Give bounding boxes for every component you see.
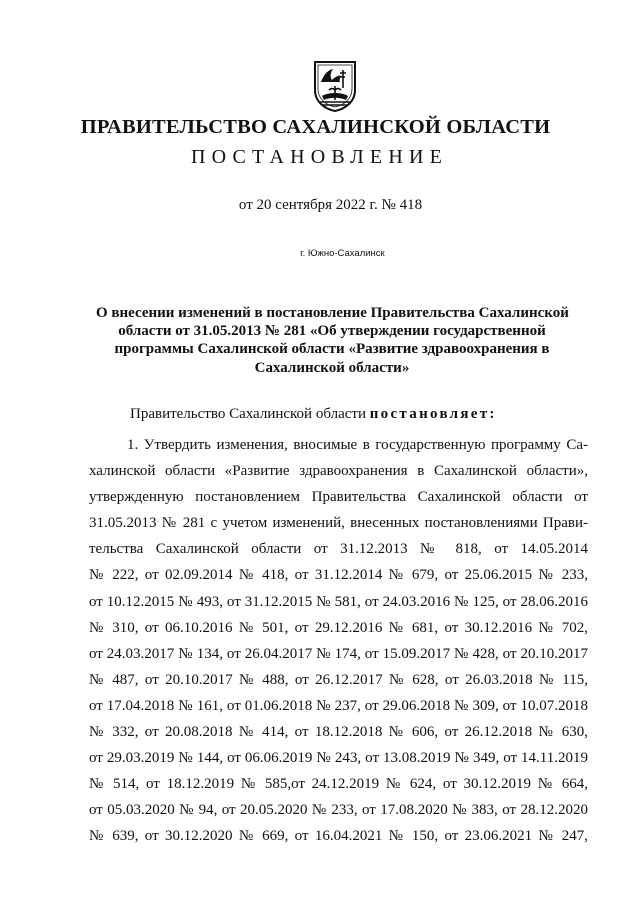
- body-line: от 17.04.2018 № 161, от 01.06.2018 № 237, от 29.06.2018 № 309, от 10.07.2018: [89, 697, 588, 714]
- body-line: тельства Сахалинской области от 31.12.2013 № 818, от 14.05.2014: [89, 541, 588, 558]
- body-line: халинской области «Развитие здравоохранения в Сахалинской области»,: [89, 463, 588, 480]
- decree-verb: постановляет:: [369, 406, 497, 422]
- body-line: № 222, от 02.09.2014 № 418, от 31.12.2014 № 679, от 25.06.2015 № 233,: [89, 567, 588, 584]
- subject-line: Сахалинской области»: [254, 359, 410, 376]
- document-subject: [96, 304, 568, 377]
- subject-line: области от 31.05.2013 № 281 «Об утверждении государственной: [118, 323, 546, 340]
- body-line: № 639, от 30.12.2020 № 669, от 16.04.2021 № 150, от 23.06.2021 № 247,: [89, 828, 588, 845]
- organization-title: ПРАВИТЕЛЬСТВО САХАЛИНСКОЙ ОБЛАСТИ: [80, 116, 551, 138]
- body-line: 1. Утвердить изменения, вносимые в государственную программу Са-: [127, 437, 588, 453]
- body-line: № 332, от 20.08.2018 № 414, от 18.12.2018 № 606, от 26.12.2018 № 630,: [89, 724, 588, 741]
- body-line: № 310, от 06.10.2016 № 501, от 29.12.2016 № 681, от 30.12.2016 № 702,: [89, 619, 588, 636]
- subject-line: О внесении изменений в постановление Правительства Сахалинской: [96, 305, 569, 321]
- body-line: от 05.03.2020 № 94, от 20.05.2020 № 233, от 17.08.2020 № 383, от 28.12.2020: [89, 802, 588, 819]
- decree-statement: [130, 406, 497, 423]
- document-date-number: от 20 сентября 2022 г. № 418: [238, 197, 423, 213]
- body-line: от 24.03.2017 № 134, от 26.04.2017 № 174, от 15.09.2017 № 428, от 20.10.2017: [89, 645, 588, 662]
- body-line: № 514, от 18.12.2019 № 585,от 24.12.2019 № 624, от 30.12.2019 № 664,: [89, 776, 588, 793]
- body-line: 31.05.2013 № 281 с учетом изменений, внесенных постановлениями Прави-: [89, 515, 588, 532]
- body-line: № 487, от 20.10.2017 № 488, от 26.12.2017 № 628, от 26.03.2018 № 115,: [89, 671, 588, 688]
- body-line: утвержденную постановлением Правительства Сахалинской области от: [89, 489, 588, 506]
- document-body: [89, 432, 588, 850]
- body-line: от 10.12.2015 № 493, от 31.12.2015 № 581, от 24.03.2016 № 125, от 28.06.2016: [89, 593, 588, 610]
- subject-line: программы Сахалинской области «Развитие здравоохранения в: [114, 341, 550, 358]
- document-city: г. Южно-Сахалинск: [300, 248, 385, 259]
- sakhalin-coat-of-arms-icon: [312, 60, 358, 112]
- body-line: от 29.03.2019 № 144, от 06.06.2019 № 243, от 13.08.2019 № 349, от 14.11.2019: [89, 750, 588, 767]
- document-type: ПОСТАНОВЛЕНИЕ: [190, 146, 449, 168]
- decree-subject: Правительство Сахалинской области: [130, 406, 370, 422]
